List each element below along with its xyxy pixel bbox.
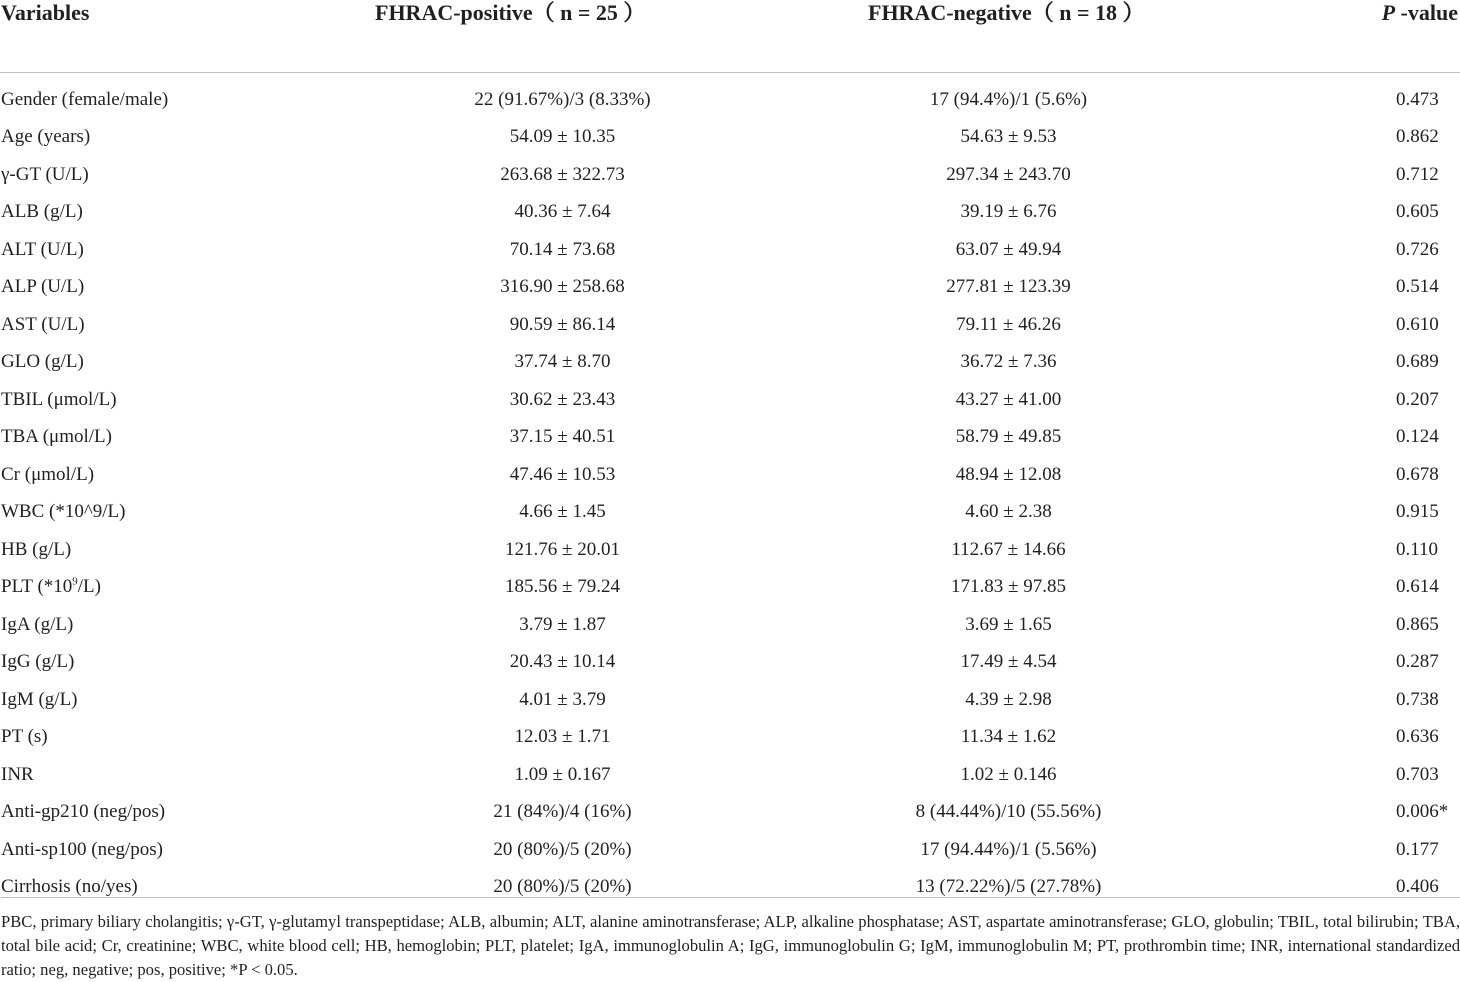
table-row bbox=[0, 194, 1460, 232]
table-row bbox=[0, 381, 1460, 419]
cell-positive: 54.09 ± 10.35 bbox=[509, 126, 616, 148]
table-row bbox=[0, 456, 1460, 494]
cell-positive: 70.14 ± 73.68 bbox=[509, 238, 616, 260]
cell-p-value: 0.726 bbox=[1396, 238, 1439, 260]
cell-negative: 54.63 ± 9.53 bbox=[960, 126, 1057, 148]
table-row bbox=[0, 156, 1460, 194]
cell-p-value: 0.865 bbox=[1396, 613, 1439, 635]
cell-negative: 43.27 ± 41.00 bbox=[955, 388, 1062, 410]
cell-positive: 47.46 ± 10.53 bbox=[509, 463, 616, 485]
cell-negative: 277.81 ± 123.39 bbox=[946, 276, 1071, 298]
table-header bbox=[0, 0, 1460, 73]
cell-positive: 90.59 ± 86.14 bbox=[509, 313, 616, 335]
cell-negative: 48.94 ± 12.08 bbox=[955, 463, 1062, 485]
cell-p-value: 0.712 bbox=[1396, 163, 1439, 185]
header-variables: Variables bbox=[0, 0, 300, 73]
cell-variable: TBA (μmol/L) bbox=[1, 426, 112, 448]
cell-p-value: 0.110 bbox=[1396, 538, 1439, 560]
cell-negative: 11.34 ± 1.62 bbox=[960, 726, 1057, 748]
cell-positive: 1.09 ± 0.167 bbox=[514, 763, 611, 785]
table-body bbox=[0, 73, 1460, 907]
cell-negative: 3.69 ± 1.65 bbox=[965, 613, 1052, 635]
header-p-letter: P bbox=[1381, 0, 1396, 25]
cell-variable: Cirrhosis (no/yes) bbox=[1, 876, 138, 898]
cell-variable: Cr (μmol/L) bbox=[1, 463, 95, 485]
cell-negative: 17 (94.44%)/1 (5.56%) bbox=[920, 838, 1097, 860]
cell-positive: 316.90 ± 258.68 bbox=[500, 276, 625, 298]
table-footnote: PBC, primary biliary cholangitis; γ-GT, γ-glutamyl transpeptidase; ALB, albumin; ALT, alanine aminotransferase; ALP, alkaline phosphatase; AST, aspartate aminotransferase; GLO, globulin; TBIL, total bilirubin; TBA, total bile acid; Cr, creatinine; WBC, white blood cell; HB, hemoglobin; PLT, platelet; IgA, immunoglobulin A; IgG, immunoglobulin G; IgM, immunoglobulin M; PT, prothrombin time; INR, international standardized ratio; neg, negative; pos, positive; *P < 0.05. bbox=[1, 897, 1460, 982]
cell-negative: 13 (72.22%)/5 (27.78%) bbox=[915, 876, 1102, 898]
variable-text-suffix: /L) bbox=[77, 576, 101, 598]
cell-variable: GLO (g/L) bbox=[1, 351, 84, 373]
cell-variable: PT (s) bbox=[1, 726, 48, 748]
table-row bbox=[0, 494, 1460, 532]
cell-negative: 171.83 ± 97.85 bbox=[951, 576, 1066, 598]
cell-negative: 79.11 ± 46.26 bbox=[956, 313, 1061, 335]
cell-variable: IgA (g/L) bbox=[1, 613, 74, 635]
cell-positive: 20.43 ± 10.14 bbox=[509, 651, 616, 673]
cell-negative: 4.60 ± 2.38 bbox=[965, 501, 1052, 523]
cell-positive: 121.76 ± 20.01 bbox=[505, 538, 620, 560]
cell-negative: 297.34 ± 243.70 bbox=[946, 163, 1071, 185]
cell-positive: 37.15 ± 40.51 bbox=[509, 426, 616, 448]
variable-superscript: 9 bbox=[72, 575, 78, 588]
cell-positive: 30.62 ± 23.43 bbox=[509, 388, 616, 410]
header-fhrac-positive: FHRAC-positive（ n = 25 ） bbox=[300, 0, 755, 73]
variable-text: PLT (*10 bbox=[1, 576, 73, 598]
cell-p-value: 0.678 bbox=[1396, 463, 1439, 485]
table-row bbox=[0, 531, 1460, 569]
cell-p-value: 0.406 bbox=[1396, 876, 1439, 898]
table-row bbox=[0, 231, 1460, 269]
cell-p-value: 0.703 bbox=[1396, 763, 1439, 785]
cell-p-value: 0.287 bbox=[1396, 651, 1439, 673]
cell-variable: HB (g/L) bbox=[1, 538, 72, 560]
cell-variable: IgG (g/L) bbox=[1, 651, 75, 673]
table-row bbox=[0, 644, 1460, 682]
cell-p-value: 0.207 bbox=[1396, 388, 1439, 410]
cell-variable: Anti-sp100 (neg/pos) bbox=[1, 838, 164, 860]
cell-variable: AST (U/L) bbox=[1, 313, 85, 335]
table-row bbox=[0, 606, 1460, 644]
header-row bbox=[0, 0, 1460, 73]
cell-variable: WBC (*10^9/L) bbox=[1, 501, 126, 523]
cell-negative: 63.07 ± 49.94 bbox=[955, 238, 1062, 260]
table-row bbox=[0, 306, 1460, 344]
cell-p-value: 0.614 bbox=[1396, 576, 1439, 598]
header-p-suffix: -value bbox=[1395, 0, 1458, 25]
cell-variable: ALP (U/L) bbox=[1, 276, 85, 298]
header-fhrac-negative: FHRAC-negative（ n = 18 ） bbox=[755, 0, 1290, 73]
cell-p-value: 0.689 bbox=[1396, 351, 1439, 373]
cell-positive: 37.74 ± 8.70 bbox=[514, 351, 611, 373]
cell-variable: INR bbox=[1, 763, 34, 785]
table-row bbox=[0, 569, 1460, 607]
cell-positive: 185.56 ± 79.24 bbox=[505, 576, 620, 598]
cell-positive: 12.03 ± 1.71 bbox=[514, 726, 611, 748]
cell-positive: 22 (91.67%)/3 (8.33%) bbox=[474, 88, 651, 110]
cell-p-value: 0.473 bbox=[1396, 88, 1439, 110]
table-row bbox=[0, 794, 1460, 832]
cell-p-value: 0.605 bbox=[1396, 201, 1439, 223]
table-row bbox=[0, 681, 1460, 719]
cell-negative: 58.79 ± 49.85 bbox=[955, 426, 1062, 448]
table-row bbox=[0, 119, 1460, 157]
cell-variable: Age (years) bbox=[1, 126, 91, 148]
table-row bbox=[0, 831, 1460, 869]
cell-negative: 1.02 ± 0.146 bbox=[960, 763, 1057, 785]
cell-negative: 39.19 ± 6.76 bbox=[960, 201, 1057, 223]
cell-positive: 4.66 ± 1.45 bbox=[519, 501, 606, 523]
cell-p-value: 0.862 bbox=[1396, 126, 1439, 148]
cell-variable: Gender (female/male) bbox=[1, 88, 169, 110]
cell-negative: 8 (44.44%)/10 (55.56%) bbox=[915, 801, 1102, 823]
cell-variable bbox=[0, 569, 300, 607]
table-row bbox=[0, 73, 1460, 119]
cell-negative: 17.49 ± 4.54 bbox=[960, 651, 1057, 673]
table-row bbox=[0, 419, 1460, 457]
table-row bbox=[0, 344, 1460, 382]
table-row bbox=[0, 756, 1460, 794]
cell-negative: 36.72 ± 7.36 bbox=[960, 351, 1057, 373]
cell-positive: 20 (80%)/5 (20%) bbox=[493, 876, 632, 898]
cell-variable: ALT (U/L) bbox=[1, 238, 84, 260]
table-row bbox=[0, 269, 1460, 307]
cell-p-value: 0.610 bbox=[1396, 313, 1439, 335]
cell-p-value: 0.514 bbox=[1396, 276, 1439, 298]
cell-p-value: 0.124 bbox=[1396, 426, 1439, 448]
cell-negative: 17 (94.4%)/1 (5.6%) bbox=[929, 88, 1088, 110]
cell-variable: TBIL (μmol/L) bbox=[1, 388, 117, 410]
cell-variable: ALB (g/L) bbox=[1, 201, 83, 223]
cell-positive: 263.68 ± 322.73 bbox=[500, 163, 625, 185]
cell-positive: 3.79 ± 1.87 bbox=[519, 613, 606, 635]
table-row bbox=[0, 719, 1460, 757]
cell-positive: 20 (80%)/5 (20%) bbox=[493, 838, 632, 860]
cell-p-value: 0.177 bbox=[1396, 838, 1439, 860]
cell-p-value: 0.738 bbox=[1396, 688, 1439, 710]
cell-negative: 112.67 ± 14.66 bbox=[951, 538, 1066, 560]
cell-variable: IgM (g/L) bbox=[1, 688, 78, 710]
cell-variable: Anti-gp210 (neg/pos) bbox=[1, 801, 166, 823]
cell-p-value: 0.636 bbox=[1396, 726, 1439, 748]
cell-p-value: 0.915 bbox=[1396, 501, 1439, 523]
cell-positive: 21 (84%)/4 (16%) bbox=[493, 801, 632, 823]
header-p-value bbox=[1290, 0, 1460, 73]
cell-variable: γ-GT (U/L) bbox=[1, 163, 89, 185]
cell-negative: 4.39 ± 2.98 bbox=[965, 688, 1052, 710]
cell-p-value: 0.006* bbox=[1396, 801, 1449, 823]
cell-positive: 40.36 ± 7.64 bbox=[514, 201, 611, 223]
cell-positive: 4.01 ± 3.79 bbox=[519, 688, 606, 710]
